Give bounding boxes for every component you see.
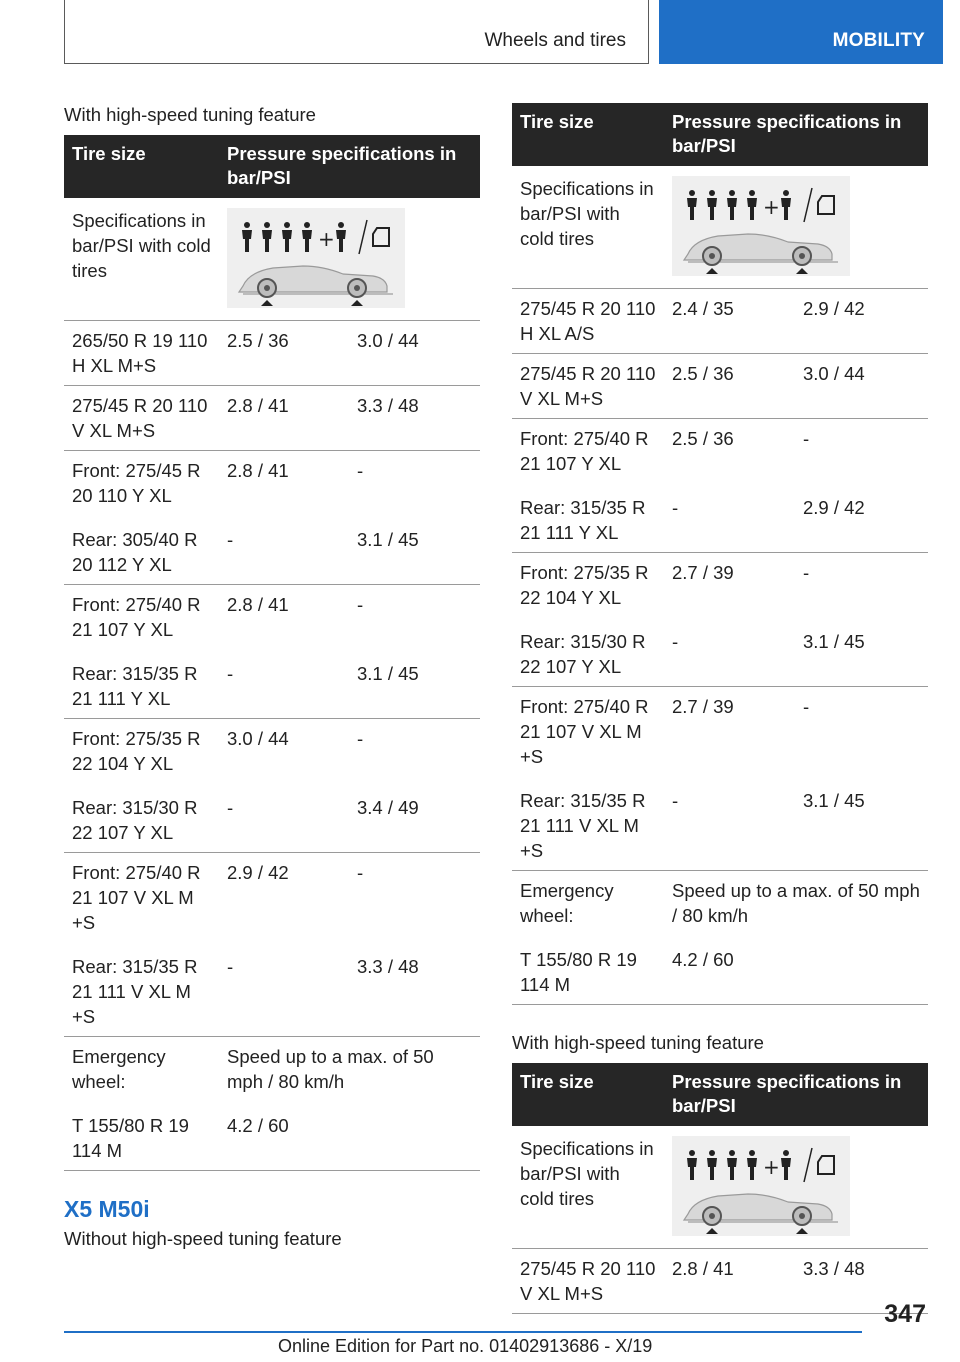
spec-label: Specifications in bar/PSI with cold tires — [64, 198, 219, 321]
cell-pressure-a: 2.8 / 41 — [219, 386, 349, 451]
cell-pressure-a: 2.8 / 41 — [227, 460, 289, 481]
emergency-row — [64, 1037, 480, 1107]
table-row — [64, 719, 480, 789]
table-header-row — [512, 1063, 928, 1126]
cell-tire-size: Front: 275/40 R 21 107 V XL M +S — [520, 696, 649, 767]
cell-pressure-b: 3.1 / 45 — [349, 520, 480, 585]
cell-tire-size: 275/45 R 20 110 V XL M+S — [512, 1249, 664, 1314]
table-header-row — [512, 103, 928, 166]
cell-pressure-b: 3.1 / 45 — [349, 654, 480, 719]
footer-edition: Online Edition for Part no. 01402913686 - X/19 — [278, 1336, 653, 1356]
cell-pressure-b: - — [357, 728, 364, 749]
header-tire-size: Tire size — [64, 135, 219, 198]
emergency-label: Emergency wheel: — [72, 1046, 166, 1092]
cell-tire-size: Front: 275/40 R 21 107 Y XL — [72, 594, 201, 640]
spec-row — [64, 198, 480, 321]
cell-pressure-b: - — [803, 428, 810, 449]
emergency-size-row — [64, 1106, 480, 1171]
header-section-box — [64, 0, 649, 64]
cell-tire-size: 275/45 R 20 110 V XL M+S — [64, 386, 219, 451]
cell-pressure-b: 2.9 / 42 — [795, 289, 928, 354]
cell-pressure-a: 2.8 / 41 — [227, 594, 289, 615]
cell-pressure-a: 2.4 / 35 — [664, 289, 795, 354]
spec-label: Specifications in bar/PSI with cold tires — [512, 1126, 664, 1249]
cell-pressure-a: 2.7 / 39 — [672, 562, 734, 583]
table-row — [512, 1249, 928, 1314]
right-column — [512, 103, 928, 1314]
cell-pressure-b: 3.3 / 48 — [795, 1249, 928, 1314]
passengers-luggage-load-icon — [227, 208, 405, 308]
cell-pressure-a: - — [219, 654, 349, 719]
right-tire-table-2 — [512, 1063, 928, 1314]
cell-pressure-a: - — [219, 947, 349, 1037]
cell-pressure-a: 2.5 / 36 — [664, 354, 795, 419]
right-caption: With high-speed tuning feature — [512, 1032, 764, 1053]
cell-pressure-b: - — [803, 696, 810, 717]
passengers-luggage-load-icon — [672, 1136, 850, 1236]
footer-divider — [64, 1331, 862, 1333]
left-column — [64, 103, 480, 1251]
right-tire-table-1 — [512, 103, 928, 1005]
emergency-speed: Speed up to a max. of 50 mph / 80 km/h — [227, 1046, 434, 1092]
cell-pressure-b: 3.1 / 45 — [795, 781, 928, 871]
table-row — [512, 622, 928, 687]
cell-tire-size: Front: 275/40 R 21 107 V XL M +S — [72, 862, 201, 933]
emergency-speed: Speed up to a max. of 50 mph / 80 km/h — [672, 880, 920, 926]
model-title: X5 M50i — [64, 1196, 150, 1222]
header-tire-size: Tire size — [512, 103, 664, 166]
cell-pressure-b: - — [357, 862, 364, 883]
cell-tire-size: Rear: 315/35 R 21 111 Y XL — [64, 654, 219, 719]
table-row — [64, 321, 480, 386]
table-row — [512, 687, 928, 782]
emergency-pressure: 4.2 / 60 — [664, 940, 928, 1005]
cell-tire-size: Front: 275/40 R 21 107 Y XL — [520, 428, 649, 474]
table-row — [64, 947, 480, 1037]
cell-pressure-a: 2.5 / 36 — [672, 428, 734, 449]
cell-tire-size: Rear: 315/35 R 21 111 V XL M +S — [512, 781, 664, 871]
table-row — [512, 354, 928, 419]
cell-tire-size: Front: 275/35 R 22 104 Y XL — [72, 728, 201, 774]
cell-pressure-a: - — [664, 488, 795, 553]
emergency-row — [512, 871, 928, 941]
cell-pressure-b: 3.4 / 49 — [349, 788, 480, 853]
page-number: 347 — [884, 1300, 926, 1328]
table-row — [64, 386, 480, 451]
model-subtitle: Without high-speed tuning feature — [64, 1228, 342, 1249]
cell-pressure-a: 3.0 / 44 — [227, 728, 289, 749]
cell-pressure-b: 3.0 / 44 — [795, 354, 928, 419]
table-row — [512, 419, 928, 489]
cell-pressure-a: - — [664, 781, 795, 871]
cell-tire-size: Front: 275/35 R 22 104 Y XL — [520, 562, 649, 608]
table-row — [64, 654, 480, 719]
cell-pressure-b: - — [357, 594, 364, 615]
cell-tire-size: 265/50 R 19 110 H XL M+S — [64, 321, 219, 386]
cell-pressure-a: 2.9 / 42 — [227, 862, 289, 883]
cell-pressure-b: - — [803, 562, 810, 583]
header-chapter-title: MOBILITY — [832, 30, 925, 51]
spec-row — [512, 166, 928, 289]
cell-pressure-b: 3.3 / 48 — [349, 947, 480, 1037]
header-section-title: Wheels and tires — [484, 30, 626, 51]
left-tire-table — [64, 135, 480, 1171]
cell-pressure-b: 2.9 / 42 — [795, 488, 928, 553]
cell-tire-size: Rear: 315/30 R 22 107 Y XL — [64, 788, 219, 853]
emergency-pressure: 4.2 / 60 — [219, 1106, 480, 1171]
table-row — [512, 553, 928, 623]
table-row — [64, 853, 480, 948]
cell-pressure-a: 2.8 / 41 — [664, 1249, 795, 1314]
cell-tire-size: Rear: 305/40 R 20 112 Y XL — [64, 520, 219, 585]
cell-tire-size: Rear: 315/35 R 21 111 Y XL — [512, 488, 664, 553]
header-pressure: Pressure specifications in bar/PSI — [664, 103, 928, 166]
cell-pressure-a: 2.7 / 39 — [672, 696, 734, 717]
table-row — [512, 289, 928, 354]
emergency-size-row — [512, 940, 928, 1005]
table-row — [64, 451, 480, 521]
cell-pressure-a: - — [664, 622, 795, 687]
cell-pressure-a: 2.5 / 36 — [219, 321, 349, 386]
cell-tire-size: Rear: 315/30 R 22 107 Y XL — [512, 622, 664, 687]
cell-tire-size: 275/45 R 20 110 V XL M+S — [512, 354, 664, 419]
table-header-row — [64, 135, 480, 198]
table-row — [64, 788, 480, 853]
table-row — [64, 585, 480, 655]
cell-pressure-b: - — [357, 460, 364, 481]
cell-pressure-b: 3.0 / 44 — [349, 321, 480, 386]
cell-tire-size: Front: 275/45 R 20 110 Y XL — [72, 460, 201, 506]
header-pressure: Pressure specifications in bar/PSI — [664, 1063, 928, 1126]
header-chapter-tab — [659, 0, 943, 64]
table-row — [64, 520, 480, 585]
emergency-label: Emergency wheel: — [520, 880, 614, 926]
left-caption: With high-speed tuning feature — [64, 104, 316, 125]
cell-pressure-b: 3.1 / 45 — [795, 622, 928, 687]
spec-row — [512, 1126, 928, 1249]
table-row — [512, 488, 928, 553]
passengers-luggage-load-icon — [672, 176, 850, 276]
spec-label: Specifications in bar/PSI with cold tires — [512, 166, 664, 289]
emergency-size: T 155/80 R 19 114 M — [512, 940, 664, 1005]
cell-pressure-b: 3.3 / 48 — [349, 386, 480, 451]
cell-pressure-a: - — [219, 520, 349, 585]
cell-tire-size: Rear: 315/35 R 21 111 V XL M +S — [64, 947, 219, 1037]
cell-pressure-a: - — [219, 788, 349, 853]
cell-tire-size: 275/45 R 20 110 H XL A/S — [512, 289, 664, 354]
header-pressure: Pressure specifications in bar/PSI — [219, 135, 480, 198]
header-tire-size: Tire size — [512, 1063, 664, 1126]
emergency-size: T 155/80 R 19 114 M — [64, 1106, 219, 1171]
table-row — [512, 781, 928, 871]
